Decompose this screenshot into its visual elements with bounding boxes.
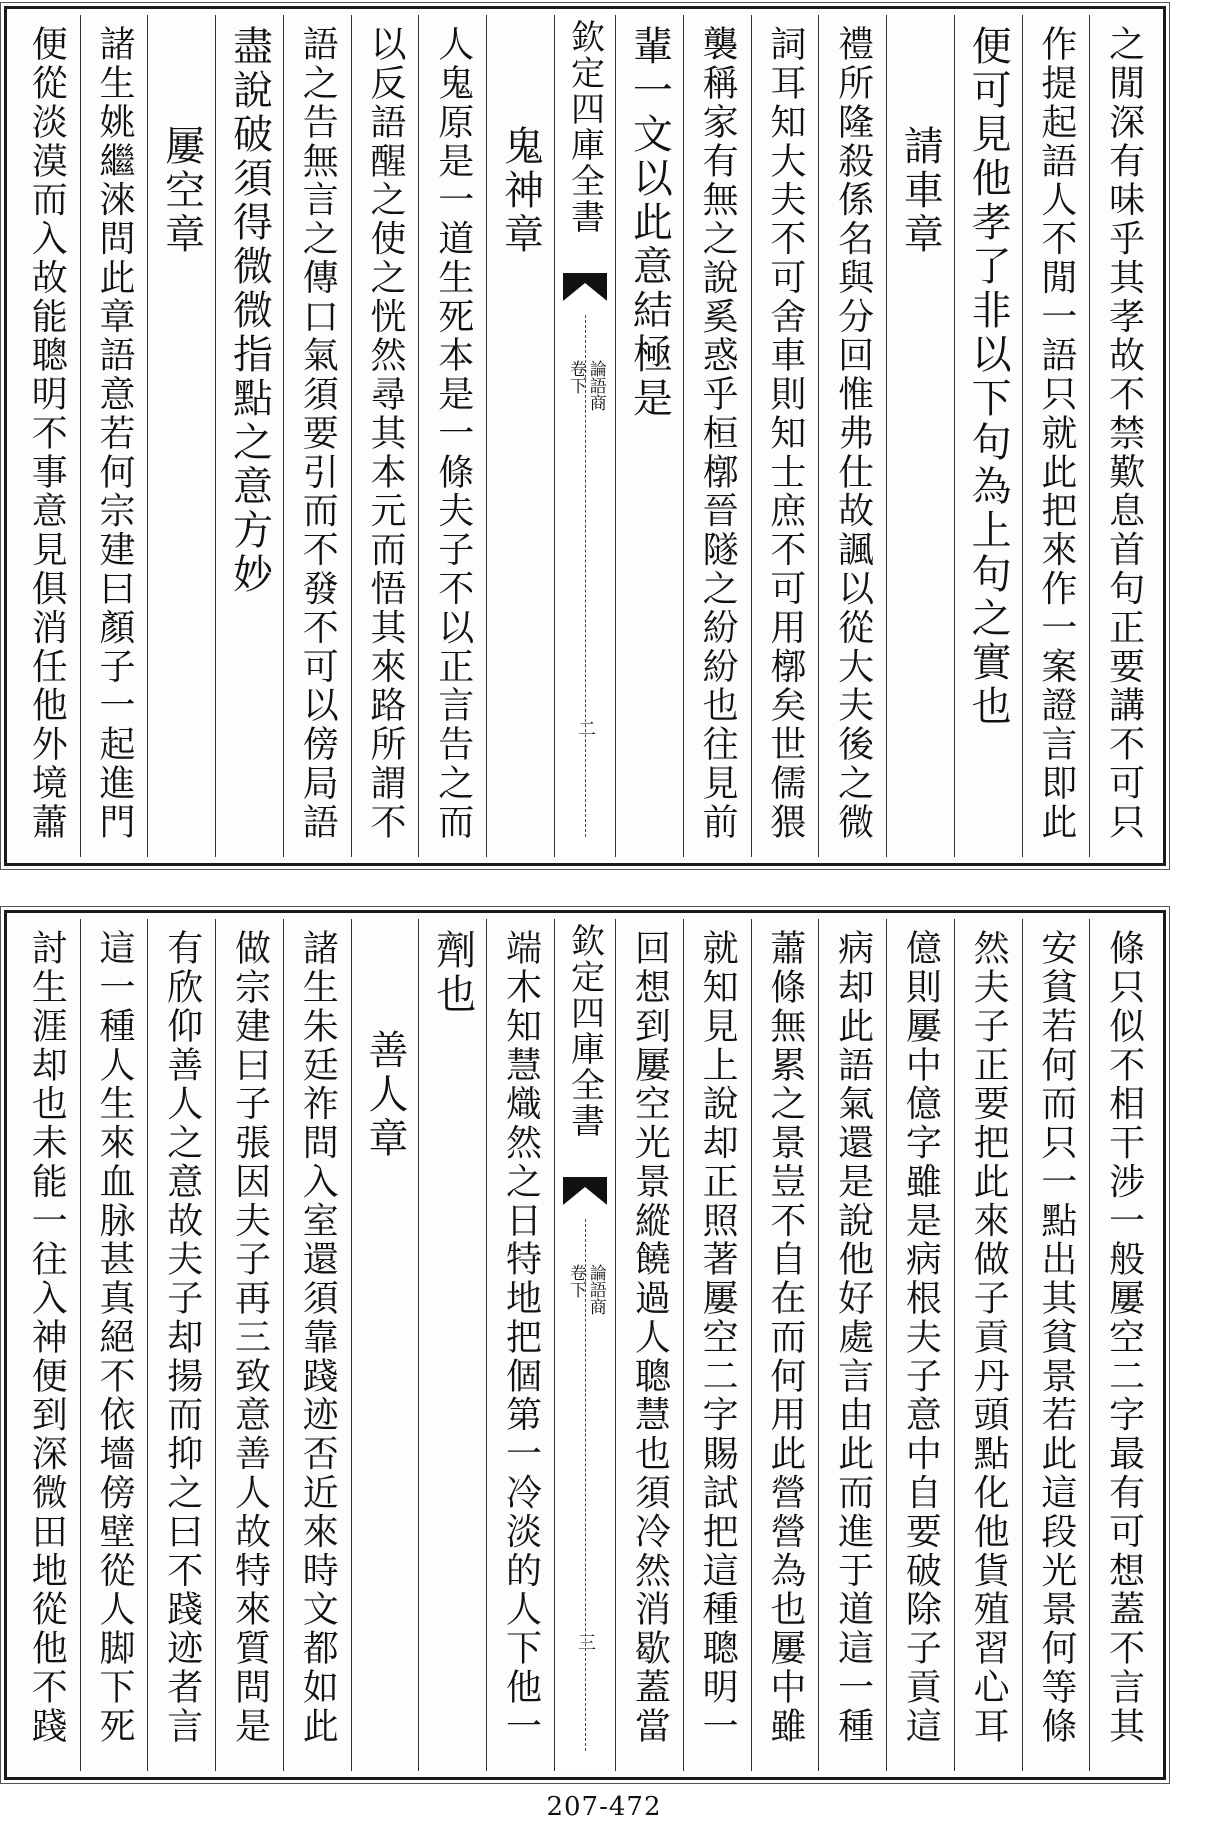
chapter-heading-column: 鬼神章	[486, 15, 554, 857]
text-column: 盡說破須得微微指點之意方妙	[215, 15, 283, 857]
text-column: 然夫子正要把此來做子貢丹頭點化他貨殖習心耳	[954, 919, 1022, 1771]
book-title: 欽定四庫全書	[564, 923, 605, 1139]
text-column: 諸生姚繼淶問此章語意若何宗建曰顏子一起進門	[80, 15, 148, 857]
text-column: 便從淡漠而入故能聰明不事意見俱消任他外境蕭	[26, 25, 68, 842]
text-column: 蕭條無累之景豈不自在而何用此營營為也屢中雖	[751, 919, 819, 1771]
text-column: 襲稱家有無之說奚惑乎桓槨晉隧之紛紛也往見前	[683, 15, 751, 857]
text-column: 這一種人生來血脉甚真絕不依墻傍壁從人脚下死	[80, 919, 148, 1771]
text-column: 有欣仰善人之意故夫子却揚而抑之曰不踐迹者言	[147, 919, 215, 1771]
top-columns	[13, 15, 1157, 857]
fish-tail-mark-icon	[563, 273, 607, 301]
text-column: 回想到屢空光景縱饒過人聰慧也須冷然消歇蓋當	[615, 919, 683, 1771]
volume-title: 論語商	[585, 360, 606, 411]
text-column: 病却此語氣還是說他好處言由此而進于道這一種	[818, 919, 886, 1771]
text-column: 之閒深有味乎其孝故不禁歎息首句正要講不可只	[1089, 15, 1157, 857]
bottom-columns	[13, 919, 1157, 1771]
text-column: 做宗建曰子張因夫子再三致意善人故特來質問是	[215, 919, 283, 1771]
text-column: 人鬼原是一道生死本是一條夫子不以正言告之而	[418, 15, 486, 857]
text-column: 安貧若何而只一點出其貧景若此這段光景何等條	[1022, 919, 1090, 1771]
volume-label	[566, 1264, 604, 1315]
text-column: 詞耳知大夫不可舍車則知士庶不可用槨矣世儒猥	[751, 15, 819, 857]
center-fold-column	[554, 15, 615, 857]
volume-number: 卷下	[565, 1264, 586, 1298]
center-fold-column	[554, 919, 615, 1771]
text-column: 諸生朱廷祚問入室還須靠踐迹否近來時文都如此	[283, 919, 351, 1771]
text-column: 語之告無言之傳口氣須要引而不發不可以傍局語	[283, 15, 351, 857]
text-column: 禮所隆殺係名與分回惟弗仕故諷以從大夫後之微	[818, 15, 886, 857]
text-column: 討生涯却也未能一往入神便到深微田地從他不踐	[26, 929, 68, 1746]
fish-tail-mark-icon	[563, 1177, 607, 1205]
text-column: 就知見上說却正照著屢空二字賜試把這種聰明一	[683, 919, 751, 1771]
chapter-heading-column: 善人章	[351, 919, 419, 1771]
text-column: 劑也	[418, 919, 486, 1771]
top-page-leaf	[4, 6, 1166, 866]
volume-label	[566, 360, 604, 411]
volume-title: 論語商	[585, 1264, 606, 1315]
text-column: 作提起語人不閒一語只就此把來作一案證言即此	[1022, 15, 1090, 857]
chapter-heading-column: 屢空章	[147, 15, 215, 857]
text-column: 條只似不相干涉一般屢空二字最有可想蓋不言其	[1089, 919, 1157, 1771]
chapter-heading-column: 請車章	[886, 15, 954, 857]
page-number: 三	[574, 1633, 596, 1651]
text-column: 端木知慧熾然之日特地把個第一冷淡的人下他一	[486, 919, 554, 1771]
text-column: 便可見他孝了非以下句為上句之實也	[954, 15, 1022, 857]
text-column: 以反語醒之使之恍然尋其本元而悟其來路所謂不	[351, 15, 419, 857]
volume-number: 卷下	[565, 360, 586, 394]
book-title: 欽定四庫全書	[564, 19, 605, 235]
text-column: 輩一文以此意結極是	[615, 15, 683, 857]
bottom-page-leaf	[4, 910, 1166, 1780]
text-column: 億則屢中億字雖是病根夫子意中自要破除子貢這	[886, 919, 954, 1771]
archive-page-code: 207-472	[546, 1792, 662, 1822]
page-number: 二	[574, 719, 596, 737]
